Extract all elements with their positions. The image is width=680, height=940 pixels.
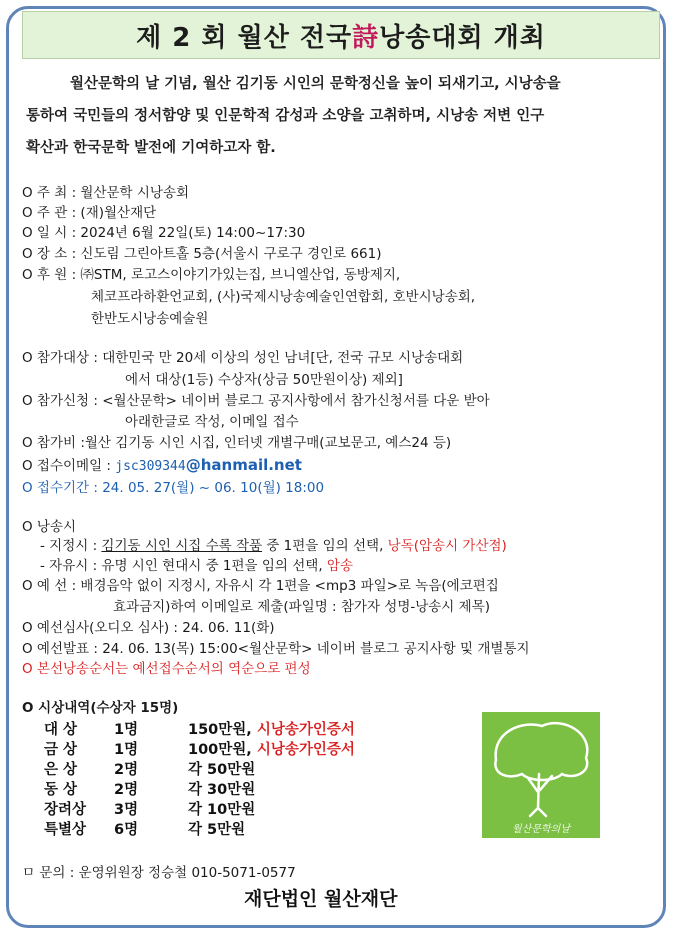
- page-title: [22, 11, 660, 59]
- title-pre: 제 2 회 월산 전국: [136, 22, 353, 53]
- award-amount: 각 50만원: [188, 762, 256, 778]
- poem-designated: [40, 536, 507, 556]
- poem-free-rule: - 자유시 : 유명 시인 현대시 중 1편을 임의 선택,: [40, 558, 327, 574]
- award-rank: 은 상: [44, 762, 78, 778]
- title-post: 낭송대회 개최: [379, 22, 546, 53]
- poem-designated-source: 김기동 시인 시집 수록 작품: [101, 538, 263, 554]
- award-row: [44, 800, 255, 820]
- award-count: 2명: [114, 782, 139, 798]
- tree-icon: [482, 712, 600, 838]
- award-count: 2명: [114, 762, 139, 778]
- award-rank: 장려상: [44, 802, 87, 818]
- poem-designated-rule: 중 1편을 임의 선택,: [262, 538, 388, 554]
- award-rank: 특별상: [44, 822, 87, 838]
- wolsan-logo: [482, 712, 600, 838]
- awards-header: O 시상내역(수상자 15명): [22, 700, 179, 716]
- award-rank: 동 상: [44, 782, 78, 798]
- intro-line: 월산문학의 날 기념, 월산 김기동 시인의 문학정신을 높이 되새기고, 시낭송을: [70, 76, 561, 92]
- award-row: [44, 760, 255, 780]
- award-count: 1명: [114, 722, 139, 738]
- preliminary-rule-cont: 효과금지)하여 이메일로 제출(파일명 : 참가자 성명-낭송시 제목): [113, 599, 490, 615]
- preliminary-review: O 예선심사(오디오 심사) : 24. 06. 11(화): [22, 620, 275, 636]
- final-order-note: O 본선낭송순서는 예선접수순서의 역순으로 편성: [22, 661, 311, 677]
- award-extra: 시낭송가인증서: [251, 742, 355, 758]
- organization-name: 재단법인 월산재단: [244, 888, 398, 910]
- info-sponsor-cont: 체코프라하환언교회, (사)국제시낭송예술인연합회, 호반시낭송회,: [91, 289, 476, 305]
- preliminary-announce: O 예선발표 : 24. 06. 13(목) 15:00<월산문학> 네이버 블로그 공지사항 및 개별통지: [22, 641, 530, 657]
- award-row: [44, 740, 355, 760]
- info-sponsor-cont: 한반도시낭송예술원: [91, 311, 209, 327]
- preliminary-rule: O 예 선 : 배경음악 없이 지정시, 자유시 각 1편을 <mp3 파일>로 녹음(에코편집: [22, 578, 499, 594]
- award-row: [44, 720, 355, 740]
- poem-header: O 낭송시: [22, 519, 77, 535]
- email-domain[interactable]: @hanmail.net: [185, 456, 302, 474]
- participation-apply-cont: 아래한글로 작성, 이메일 접수: [125, 414, 299, 430]
- poem-designated-note: 낭독(암송시 가산점): [387, 538, 507, 554]
- participation-email: [22, 455, 302, 477]
- info-venue: O 장 소 : 신도림 그린아트홀 5층(서울시 구로구 경인로 661): [22, 246, 382, 262]
- award-row: [44, 780, 255, 800]
- award-count: 3명: [114, 802, 139, 818]
- award-amount: 100만원,: [188, 742, 252, 758]
- award-rank: 금 상: [44, 742, 78, 758]
- poem-free: [40, 556, 353, 576]
- award-amount: 150만원,: [188, 722, 252, 738]
- intro-paragraph: [26, 68, 662, 164]
- info-host: O 주 최 : 월산문학 시낭송회: [22, 185, 190, 201]
- email-label: O 접수이메일 :: [22, 458, 116, 474]
- intro-line: 확산과 한국문학 발전에 기여하고자 함.: [26, 140, 276, 156]
- logo-text: 월산문학의날: [512, 824, 570, 835]
- award-count: 6명: [114, 822, 139, 838]
- award-count: 1명: [114, 742, 139, 758]
- contact-info: ㅁ 문의 : 운영위원장 정승철 010-5071-0577: [22, 865, 296, 881]
- award-amount: 각 5만원: [188, 822, 246, 838]
- participation-period: O 접수기간 : 24. 05. 27(월) ~ 06. 10(월) 18:00: [22, 480, 325, 496]
- poem-designated-label: - 지정시 :: [40, 538, 102, 554]
- info-date: O 일 시 : 2024년 6월 22일(토) 14:00~17:30: [22, 225, 306, 241]
- award-amount: 각 10만원: [188, 802, 256, 818]
- award-extra: 시낭송가인증서: [251, 722, 355, 738]
- info-organizer: O 주 관 : (재)월산재단: [22, 205, 157, 221]
- email-user[interactable]: jsc309344: [115, 459, 186, 474]
- participation-fee: O 참가비 :월산 김기동 시인 시집, 인터넷 개별구매(교보문고, 예스24 등): [22, 435, 452, 451]
- participation-target: O 참가대상 : 대한민국 만 20세 이상의 성인 남녀[단, 전국 규모 시낭송대회: [22, 350, 464, 366]
- info-sponsor: O 후 원 : ㈜STM, 로고스이야기가있는집, 브니엘산업, 동방제지,: [22, 267, 401, 283]
- intro-line: 통하여 국민들의 정서함양 및 인문학적 감성과 소양을 고취하며, 시낭송 저변 인구: [26, 108, 545, 124]
- title-highlight: 詩: [352, 22, 380, 53]
- participation-target-cont: 에서 대상(1등) 수상자(상금 50만원이상) 제외]: [125, 372, 403, 388]
- poem-free-note: 암송: [326, 558, 354, 574]
- award-amount: 각 30만원: [188, 782, 256, 798]
- award-row: [44, 820, 245, 840]
- award-rank: 대 상: [44, 722, 78, 738]
- participation-apply: O 참가신청 : <월산문학> 네이버 블로그 공지사항에서 참가신청서를 다운 받아: [22, 393, 490, 409]
